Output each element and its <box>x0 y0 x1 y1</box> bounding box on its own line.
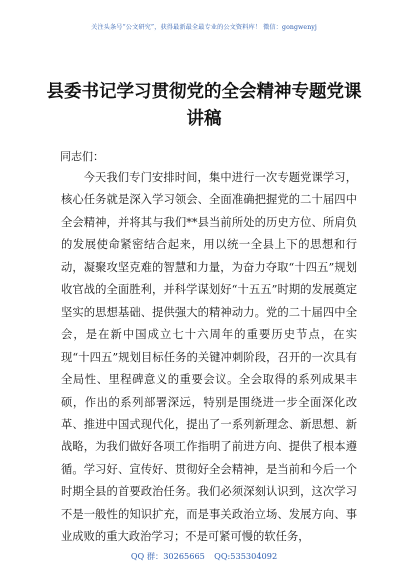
salutation: 同志们： <box>60 150 104 163</box>
document-title: 县委书记学习贯彻党的全会精神专题党课讲稿 <box>46 82 362 129</box>
footer-qq: QQ:535304092 <box>214 551 278 561</box>
header-promo-note: 关注头条号“公文研究”，获得最新最全最专业的公文资料库！ 微信：gongwenyj <box>91 24 317 31</box>
footer-contact <box>0 551 408 562</box>
body-paragraph: 今天我们专门安排时间，集中进行一次专题党课学习，核心任务就是深入学习领会、全面准确把握党的二十届四中全会精神，并将其与我们**县当前所处的历史方位、所肩负的发展使命紧密结合起来，用以统一全县上下的思想和行动，凝聚攻坚克难的智慧和力量，为奋力夺取“十四五”规划收官战的全面胜利，并科学谋划好“十五五”时期的发展奠定坚实的思想基础、提供强大的精神动力。党的二十届四中全会，是在新中国成立七十六周年的重要历史节点，在实现“十四五”规划目标任务的关键冲刺阶段，召开的一次具有全局性、里程碑意义的重要会议。全会取得的系列成果丰硕，作出的系列部署深远，特别是围绕进一步全面深化改革、推进中国式现代化，提出了一系列新理念、新思想、新战略，为我们做好各项工作指明了前进方向、提供了根本遵循。学习好、宣传好、贯彻好全会精神，是当前和今后一个时期全县的首要政治任务。我们必须深刻认识到，这次学习不是一般性的知识扩充，而是事关政治立场、发展方向、事业成败的重大政治学习；不是可紧可慢的软任务， <box>61 171 357 544</box>
footer-qq-group: QQ 群：30265665 <box>130 551 205 561</box>
